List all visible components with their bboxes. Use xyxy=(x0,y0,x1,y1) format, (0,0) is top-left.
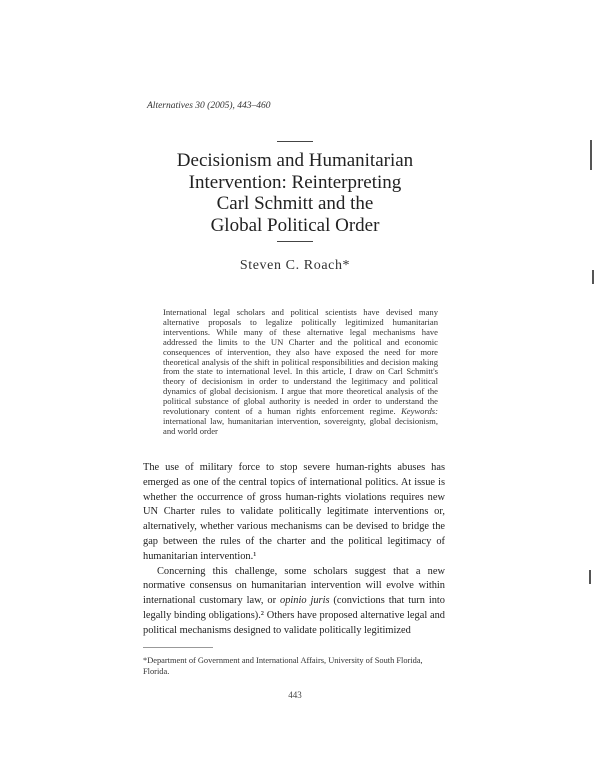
abstract-text: International legal scholars and political scientists have devised many alternative proposals to legalize politically legitimized humanitarian interventions. While many of these alternative legal mechanisms have addressed the limits to the UN Charter and the political and economic consequences of intervention, they also have exposed the need for more theoretical analysis of the shift in political responsibilities and decision making from the state to international level. In this article, I draw on Carl Schmitt's theory of decisionism in order to understand the legitimacy and political dynamics of global decisionism. I argue that more theoretical analysis of the political substance of global authority is needed in order to understand the revolutionary content of a human rights enforcement regime. xyxy=(163,307,438,417)
body-text xyxy=(143,461,445,639)
title-top-rule xyxy=(277,141,313,142)
paragraph-2-start: Concerning this challenge, some scholars suggest that a new normative consensus on humanitarian intervention will evolve within international customary law, or xyxy=(143,565,445,607)
scan-edge-mark xyxy=(590,140,592,170)
author-footnote: *Department of Government and International Affairs, University of South Florida, Florida. xyxy=(143,656,423,676)
title-line-2: Intervention: Reinterpreting xyxy=(188,171,402,193)
keywords-label: Keywords: xyxy=(401,406,438,417)
journal-reference: Alternatives 30 (2005), 443–460 xyxy=(147,101,271,111)
author-name: Steven C. Roach* xyxy=(239,258,351,273)
paragraph-2-italic-term: opinio juris xyxy=(280,595,330,607)
body-paragraph-2 xyxy=(143,565,445,639)
paragraph-2-end: (convictions that turn into legally binding obligations).² Others have proposed alternative legal and political mechanisms designed to validate politically legitimized xyxy=(143,595,445,636)
footnote-rule xyxy=(143,647,213,648)
title-line-3: Carl Schmitt and the xyxy=(216,193,374,214)
article-title xyxy=(140,150,450,236)
scan-edge-mark xyxy=(589,570,591,584)
abstract xyxy=(163,308,438,437)
body-paragraph-1: The use of military force to stop severe human-rights abuses has emerged as one of the central topics of international politics. At issue is whether the occurrence of gross human-rights violations requires new UN Charter rules to validate politically legitimate interventions or, alternatively, whether various mechanisms can be devised to bridge the gap between the rules of the charter and the political legitimacy of humanitarian intervention.¹ xyxy=(143,462,445,562)
title-line-4: Global Political Order xyxy=(210,214,380,236)
keywords: international law, humanitarian intervention, sovereignty, global decisionism, and world order xyxy=(163,415,438,436)
scan-edge-mark xyxy=(592,270,594,284)
page-number: 443 xyxy=(288,690,302,700)
title-line-1: Decisionism and Humanitarian xyxy=(176,150,414,171)
title-bottom-rule xyxy=(277,241,313,242)
